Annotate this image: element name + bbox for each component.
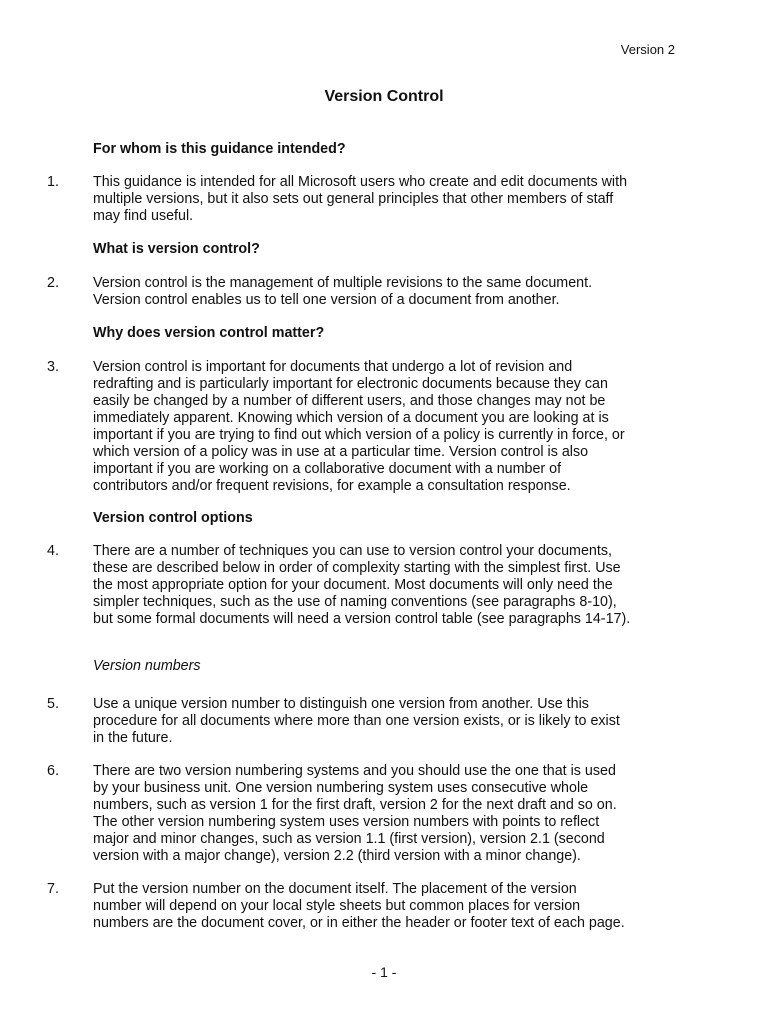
paragraph-number-7: 7. <box>47 881 59 897</box>
paragraph-1-line: multiple versions, but it also sets out general principles that other members of staff <box>93 191 614 207</box>
paragraph-3-line: easily be changed by a number of different users, and those changes may not be <box>93 393 606 409</box>
section-heading-version-control-options: Version control options <box>93 510 253 526</box>
paragraph-5-line: Use a unique version number to distinguish one version from another. Use this <box>93 696 589 712</box>
page-number-footer: - 1 - <box>371 964 397 980</box>
paragraph-4-line: the most appropriate option for your document. Most documents will only need the <box>93 577 613 593</box>
paragraph-7 <box>93 881 693 932</box>
paragraph-7-line: Put the version number on the document itself. The placement of the version <box>93 881 577 897</box>
paragraph-3-line: important if you are trying to find out which version of a policy is currently in force, or <box>93 427 625 443</box>
header-version-label: Version 2 <box>620 42 675 57</box>
paragraph-2-line: Version control is the management of multiple revisions to the same document. <box>93 275 593 291</box>
paragraph-number-2: 2. <box>47 275 59 291</box>
paragraph-2 <box>93 275 693 309</box>
section-heading-what-is-version-control: What is version control? <box>93 241 260 257</box>
paragraph-6-line: The other version numbering system uses version numbers with points to reflect <box>93 814 600 830</box>
paragraph-5 <box>93 696 693 747</box>
paragraph-3-line: important if you are working on a collaborative document with a number of <box>93 461 562 477</box>
paragraph-2-line: Version control enables us to tell one version of a document from another. <box>93 292 560 308</box>
paragraph-4 <box>93 543 693 628</box>
paragraph-number-6: 6. <box>47 763 59 779</box>
paragraph-4-line: these are described below in order of complexity starting with the simplest first. Use <box>93 560 621 576</box>
paragraph-4-line: There are a number of techniques you can use to version control your documents, <box>93 543 612 559</box>
paragraph-3-line: Version control is important for documents that undergo a lot of revision and <box>93 359 573 375</box>
paragraph-3 <box>93 359 693 495</box>
paragraph-4-line: but some formal documents will need a version control table (see paragraphs 14-17). <box>93 611 631 627</box>
section-heading-intended-audience: For whom is this guidance intended? <box>93 141 346 157</box>
subheading-version-numbers: Version numbers <box>93 658 201 674</box>
paragraph-6-line: numbers, such as version 1 for the first draft, version 2 for the next draft and so on. <box>93 797 617 813</box>
paragraph-3-line: redrafting and is particularly important for electronic documents because they can <box>93 376 608 392</box>
paragraph-6 <box>93 763 693 865</box>
paragraph-4-line: simpler techniques, such as the use of naming conventions (see paragraphs 8-10), <box>93 594 617 610</box>
paragraph-3-line: contributors and/or frequent revisions, for example a consultation response. <box>93 478 571 494</box>
paragraph-6-line: major and minor changes, such as version 1.1 (first version), version 2.1 (second <box>93 831 605 847</box>
paragraph-1-line: This guidance is intended for all Microsoft users who create and edit documents with <box>93 174 628 190</box>
paragraph-6-line: There are two version numbering systems and you should use the one that is used <box>93 763 616 779</box>
paragraph-7-line: number will depend on your local style sheets but common places for version <box>93 898 581 914</box>
paragraph-1 <box>93 174 693 225</box>
paragraph-5-line: in the future. <box>93 730 173 746</box>
paragraph-6-line: version with a major change), version 2.2 (third version with a minor change). <box>93 848 581 864</box>
paragraph-3-line: which version of a policy was in use at a particular time. Version control is also <box>93 444 589 460</box>
paragraph-7-line: numbers are the document cover, or in either the header or footer text of each page. <box>93 915 625 931</box>
paragraph-6-line: by your business unit. One version numbering system uses consecutive whole <box>93 780 589 796</box>
paragraph-number-5: 5. <box>47 696 59 712</box>
paragraph-number-1: 1. <box>47 174 59 190</box>
paragraph-number-3: 3. <box>47 359 59 375</box>
paragraph-3-line: immediately apparent. Knowing which version of a document you are looking at is <box>93 410 609 426</box>
paragraph-5-line: procedure for all documents where more than one version exists, or is likely to exist <box>93 713 620 729</box>
paragraph-number-4: 4. <box>47 543 59 559</box>
paragraph-1-line: may find useful. <box>93 208 194 224</box>
section-heading-why-version-control-matters: Why does version control matter? <box>93 325 325 341</box>
document-title: Version Control <box>324 88 444 105</box>
